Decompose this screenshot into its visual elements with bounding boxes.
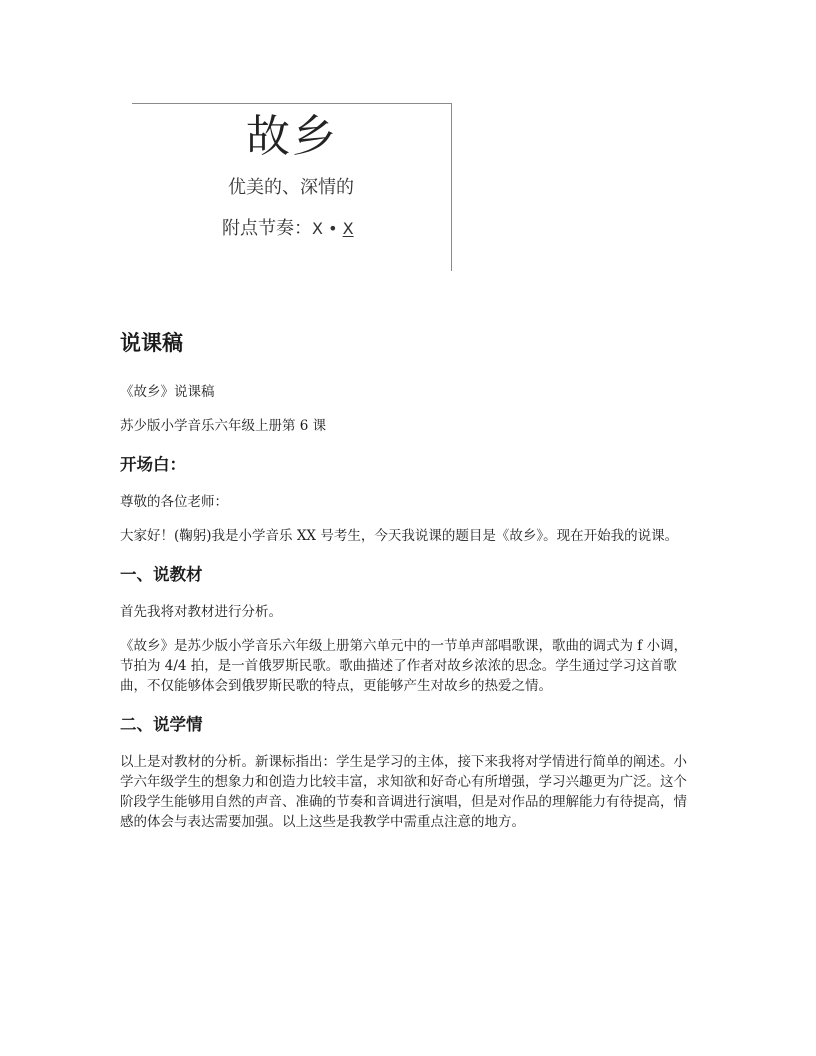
rhythm-note-1: X xyxy=(312,219,323,238)
document-subtitle: 《故乡》说课稿 xyxy=(120,384,215,400)
rhythm-note-2: X xyxy=(342,219,354,238)
rhythm-label: 附点节奏： xyxy=(222,218,312,239)
section-2-heading: 二、说学情 xyxy=(120,715,203,734)
figure-rhythm xyxy=(222,216,354,242)
opening-greeting: 尊敬的各位老师： xyxy=(120,494,228,510)
rhythm-notes xyxy=(312,219,354,238)
rhythm-dot: • xyxy=(328,219,338,238)
section-1-paragraph-1: 首先我将对教材进行分析。 xyxy=(120,604,282,620)
section-1-heading: 一、说教材 xyxy=(120,565,203,584)
course-info: 苏少版小学音乐六年级上册第 6 课 xyxy=(120,418,327,434)
opening-intro: 大家好！(鞠躬)我是小学音乐 XX 号考生，今天我说课的题目是《故乡》。现在开始我的说课。 xyxy=(120,528,679,544)
figure-title: 故乡 xyxy=(246,111,338,162)
document-heading: 说课稿 xyxy=(120,331,183,355)
lesson-figure xyxy=(132,103,452,271)
section-1-paragraph-2: 《故乡》是苏少版小学音乐六年级上册第六单元中的一节单声部唱歌课，歌曲的调式为 f 小调，节拍为 4/4 拍，是一首俄罗斯民歌。歌曲描述了作者对故乡浓浓的思念。学生通过学习这首歌曲，不仅能够体会到俄罗斯民歌的特点，更能够产生对故乡的热爱之情。 xyxy=(120,638,688,694)
document-body xyxy=(120,326,700,846)
opening-heading: 开场白： xyxy=(120,455,186,474)
section-2-paragraph-1: 以上是对教材的分析。新课标指出：学生是学习的主体，接下来我将对学情进行简单的阐述。小学六年级学生的想象力和创造力比较丰富，求知欲和好奇心有所增强，学习兴趣更为广泛。这个阶段学生能够用自然的声音、准确的节奏和音调进行演唱，但是对作品的理解能力有待提高，情感的体会与表达需要加强。以上这些是我教学中需重点注意的地方。 xyxy=(120,754,687,830)
figure-mood: 优美的、深情的 xyxy=(228,177,354,198)
